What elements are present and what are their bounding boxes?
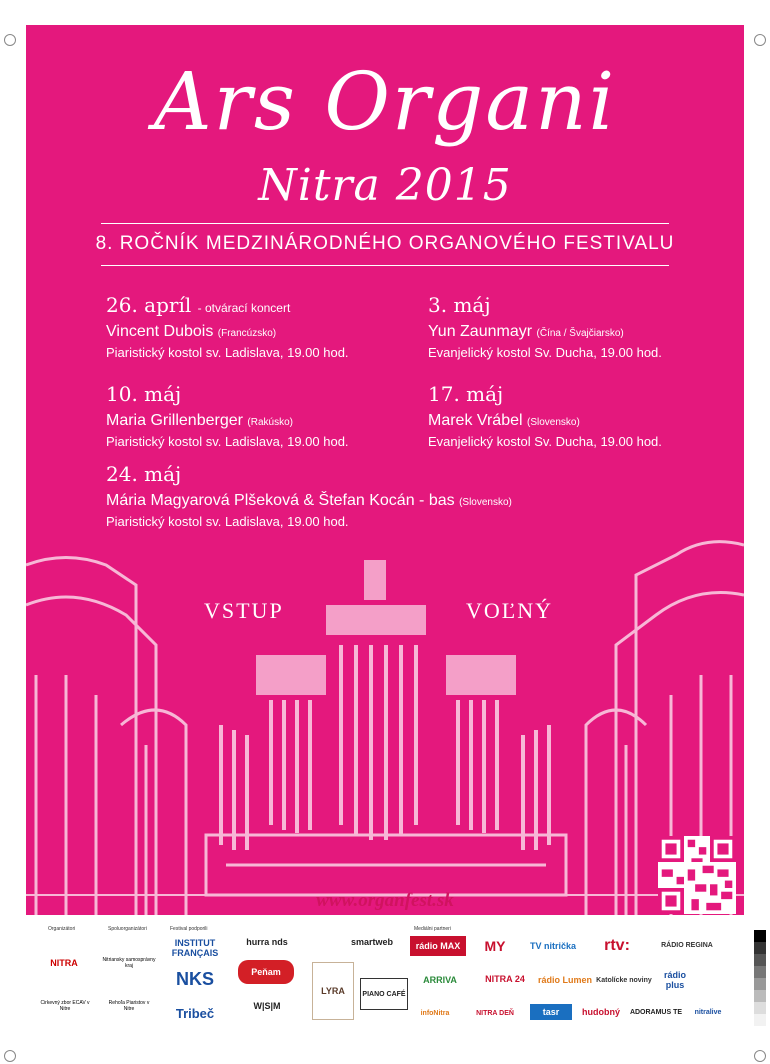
festival-subtitle-city-year: Nitra 2015 [258, 160, 512, 211]
logo-lyra: LYRA [312, 962, 354, 1020]
logo-institut-francais: INSTITUT FRANÇAIS [171, 938, 219, 958]
logo-nitra24: NITRA 24 [485, 974, 525, 984]
event-date: 24. máj [106, 462, 182, 486]
logo-tribec: Tribeč [175, 1005, 215, 1021]
event-country: (Francúzsko) [217, 328, 277, 339]
event-venue: Evanjelický kostol Sv. Ducha, 19.00 hod. [428, 434, 662, 449]
partners-section [26, 924, 744, 1044]
logo-piano-cafe: PIANO CAFÉ [360, 978, 408, 1010]
event-performer: Vincent Dubois [106, 323, 214, 340]
event-performer: Yun Zaunmayr [428, 323, 533, 340]
crop-mark-top-right [754, 34, 766, 46]
logo-hudobny: hudobný [582, 1007, 620, 1017]
logo-my: MY [484, 938, 506, 954]
event-performer: Maria Grillenberger [106, 412, 243, 429]
organ-illustration [26, 525, 744, 915]
logo-radio-max: rádio MAX [410, 936, 466, 956]
label-media-partners: Mediálni partneri [414, 926, 451, 932]
event-date: 26. apríl [106, 293, 192, 317]
divider-top [101, 223, 669, 224]
event-country: (Čína / Švajčiarsko) [536, 328, 624, 339]
print-color-bar [754, 930, 766, 1030]
logo-smartweb: smartweb [350, 937, 394, 947]
logo-tasr: tasr [530, 1004, 572, 1020]
logo-nitra-den: NITRA DEŇ [476, 1009, 514, 1017]
crop-mark-top-left [4, 34, 16, 46]
event-3 [106, 382, 349, 449]
logo-piaristi: Rehoľa Piaristov v Nitre [108, 1000, 150, 1012]
event-1 [106, 293, 349, 360]
label-festival-support: Festival podporili [170, 926, 208, 932]
divider-bottom [101, 265, 669, 266]
event-5 [106, 462, 512, 529]
logo-adoramus-te: ADORAMUS TE [629, 1008, 683, 1016]
event-date: 17. máj [428, 382, 504, 406]
logo-radio-plus: rádio plus [663, 970, 686, 990]
event-date: 3. máj [428, 293, 491, 317]
qr-code[interactable] [658, 836, 736, 914]
event-venue: Piaristický kostol sv. Ladislava, 19.00 hod. [106, 434, 349, 449]
event-performer: Marek Vrábel [428, 412, 523, 429]
logo-rtv: rtv: [604, 937, 630, 954]
crop-mark-bottom-right [754, 1050, 766, 1062]
logo-penam: Peňam [238, 960, 294, 984]
poster [26, 25, 744, 915]
logo-radio-regina: RÁDIO REGINA [661, 941, 713, 949]
logo-wsm: W|S|M [253, 1001, 281, 1011]
event-venue: Piaristický kostol sv. Ladislava, 19.00 hod. [106, 345, 349, 360]
logo-nitralive: nitralive [694, 1008, 722, 1016]
website-link[interactable]: www.organfest.sk [316, 890, 454, 911]
logo-nitra: NITRA [50, 958, 78, 968]
event-date: 10. máj [106, 382, 182, 406]
logo-hurra-nds: hurra nds [246, 937, 288, 947]
logo-tv-nitricka: TV nitrička [529, 941, 576, 951]
label-organizers: Organizátori [48, 926, 76, 932]
logo-radio-lumen: rádio Lumen [538, 975, 593, 985]
event-country: (Slovensko) [459, 497, 512, 508]
event-performer: Mária Magyarová Plšeková & Štefan Kocán - bas [106, 492, 455, 509]
event-venue: Evanjelický kostol Sv. Ducha, 19.00 hod. [428, 345, 662, 360]
event-note: - otvárací koncert [197, 301, 291, 315]
event-country: (Rakúsko) [247, 417, 293, 428]
event-venue: Piaristický kostol sv. Ladislava, 19.00 hod. [106, 514, 349, 529]
festival-edition: 8. ROČNÍK MEDZINÁRODNÉHO ORGANOVÉHO FESTIVALU [95, 233, 675, 254]
event-country: (Slovensko) [527, 417, 580, 428]
logo-katolicke-noviny: Katolícke noviny [596, 976, 652, 984]
festival-title: Ars Organi [153, 55, 617, 148]
logo-nsk: Nitriansky samosprávny kraj [102, 957, 156, 969]
logo-nks: NKS [175, 968, 214, 989]
entry-label-left: VSTUP [204, 598, 284, 623]
logo-arriva: ARRIVA [423, 975, 457, 985]
label-coorganizers: Spoluorganizátori [108, 926, 147, 932]
entry-label-right: VOĽNÝ [466, 598, 553, 623]
event-4 [428, 382, 662, 449]
logo-ecav: Cirkevný zbor ECAV v Nitre [40, 1000, 90, 1012]
logo-info-nitra: infoNitra [420, 1009, 450, 1017]
crop-mark-bottom-left [4, 1050, 16, 1062]
event-2 [428, 293, 662, 360]
